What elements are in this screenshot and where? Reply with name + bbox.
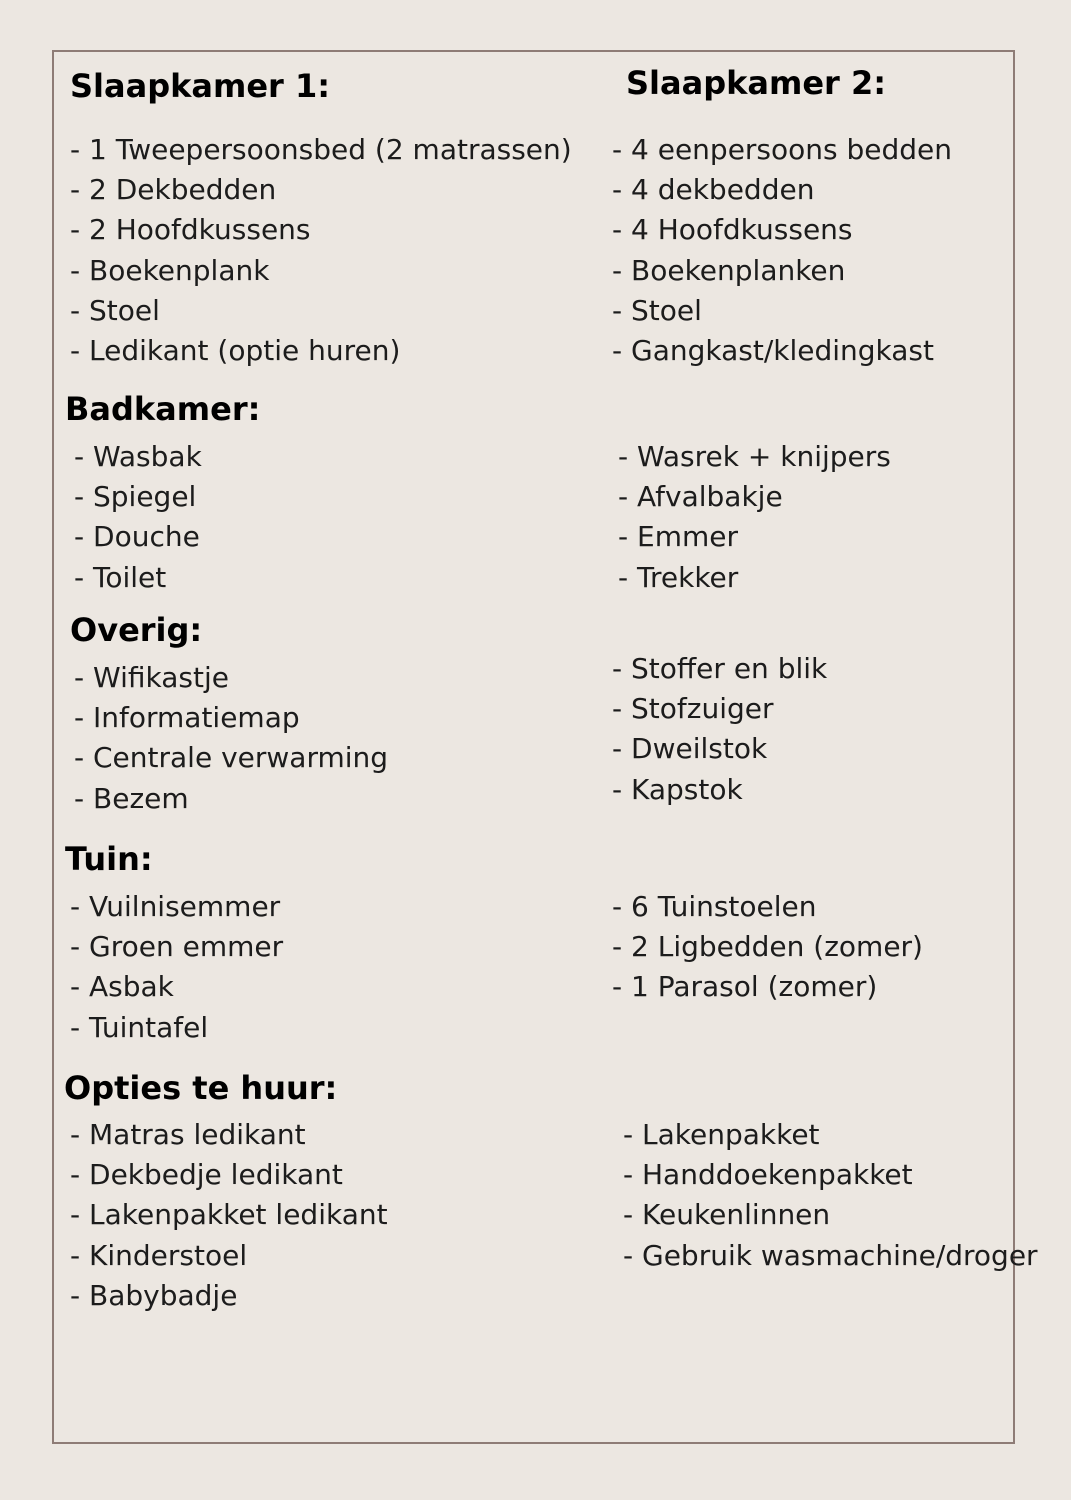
list-item: - Tuintafel xyxy=(70,1010,209,1044)
list-item: - Stofzuiger xyxy=(612,692,774,726)
heading-opties-te-huur: Opties te huur: xyxy=(64,1069,338,1107)
list-item: - Spiegel xyxy=(74,480,197,514)
list-opties-left xyxy=(70,1115,388,1316)
list-item: - Boekenplank xyxy=(70,253,270,287)
list-item: - Matras ledikant xyxy=(70,1118,306,1151)
heading-badkamer: Badkamer: xyxy=(65,390,261,428)
list-item: - Afvalbakje xyxy=(618,480,783,514)
heading-slaapkamer-2: Slaapkamer 2: xyxy=(626,64,887,102)
list-item: - Centrale verwarming xyxy=(74,741,389,775)
list-item: - Keukenlinnen xyxy=(623,1198,831,1232)
list-item: - 1 Parasol (zomer) xyxy=(612,970,878,1004)
list-badkamer-left xyxy=(74,437,202,598)
list-item: - Gebruik wasmachine/droger xyxy=(623,1238,1038,1272)
list-item: - Kapstok xyxy=(612,772,743,806)
list-item: - Vuilnisemmer xyxy=(70,890,281,923)
list-item: - 6 Tuinstoelen xyxy=(612,890,817,923)
list-item: - 1 Tweepersoonsbed (2 matrassen) xyxy=(70,133,572,166)
list-item: - Handdoekenpakket xyxy=(623,1158,913,1192)
list-tuin-right xyxy=(612,887,923,1008)
list-item: - Ledikant (optie huren) xyxy=(70,333,401,367)
list-slaapkamer-1 xyxy=(70,130,572,371)
list-item: - 4 Hoofdkussens xyxy=(612,213,853,247)
list-item: - Stoel xyxy=(612,293,702,327)
list-item: - 4 dekbedden xyxy=(612,173,815,207)
list-item: - Lakenpakket xyxy=(623,1118,820,1151)
heading-tuin: Tuin: xyxy=(65,840,153,878)
list-item: - Stoffer en blik xyxy=(612,652,828,685)
list-item: - Toilet xyxy=(74,560,167,594)
list-item: - Trekker xyxy=(618,560,739,594)
list-item: - Wifikastje xyxy=(74,661,229,694)
list-item: - Lakenpakket ledikant xyxy=(70,1198,388,1232)
list-overig-right xyxy=(612,649,827,810)
list-overig-left xyxy=(74,658,388,819)
list-tuin-left xyxy=(70,887,283,1048)
list-item: - Dweilstok xyxy=(612,732,768,766)
list-item: - Stoel xyxy=(70,293,160,327)
list-item: - Boekenplanken xyxy=(612,253,846,287)
list-item: - Dekbedje ledikant xyxy=(70,1158,343,1192)
list-item: - Kinderstoel xyxy=(70,1238,248,1272)
list-item: - Wasrek + knijpers xyxy=(618,440,891,473)
list-item: - Groen emmer xyxy=(70,930,284,964)
list-item: - Wasbak xyxy=(74,440,202,473)
list-item: - 2 Ligbedden (zomer) xyxy=(612,930,923,964)
list-item: - 4 eenpersoons bedden xyxy=(612,133,953,166)
list-badkamer-right xyxy=(618,437,891,598)
list-item: - Asbak xyxy=(70,970,174,1004)
list-item: - Informatiemap xyxy=(74,701,300,735)
list-item: - 2 Hoofdkussens xyxy=(70,213,311,247)
list-item: - Gangkast/kledingkast xyxy=(612,333,934,367)
list-item: - Babybadje xyxy=(70,1278,238,1312)
heading-overig: Overig: xyxy=(70,611,203,649)
list-opties-right xyxy=(623,1115,1038,1276)
list-item: - 2 Dekbedden xyxy=(70,173,277,207)
list-item: - Bezem xyxy=(74,781,189,815)
list-item: - Emmer xyxy=(618,520,738,554)
list-slaapkamer-2 xyxy=(612,130,952,371)
list-item: - Douche xyxy=(74,520,200,554)
heading-slaapkamer-1: Slaapkamer 1: xyxy=(70,67,331,105)
